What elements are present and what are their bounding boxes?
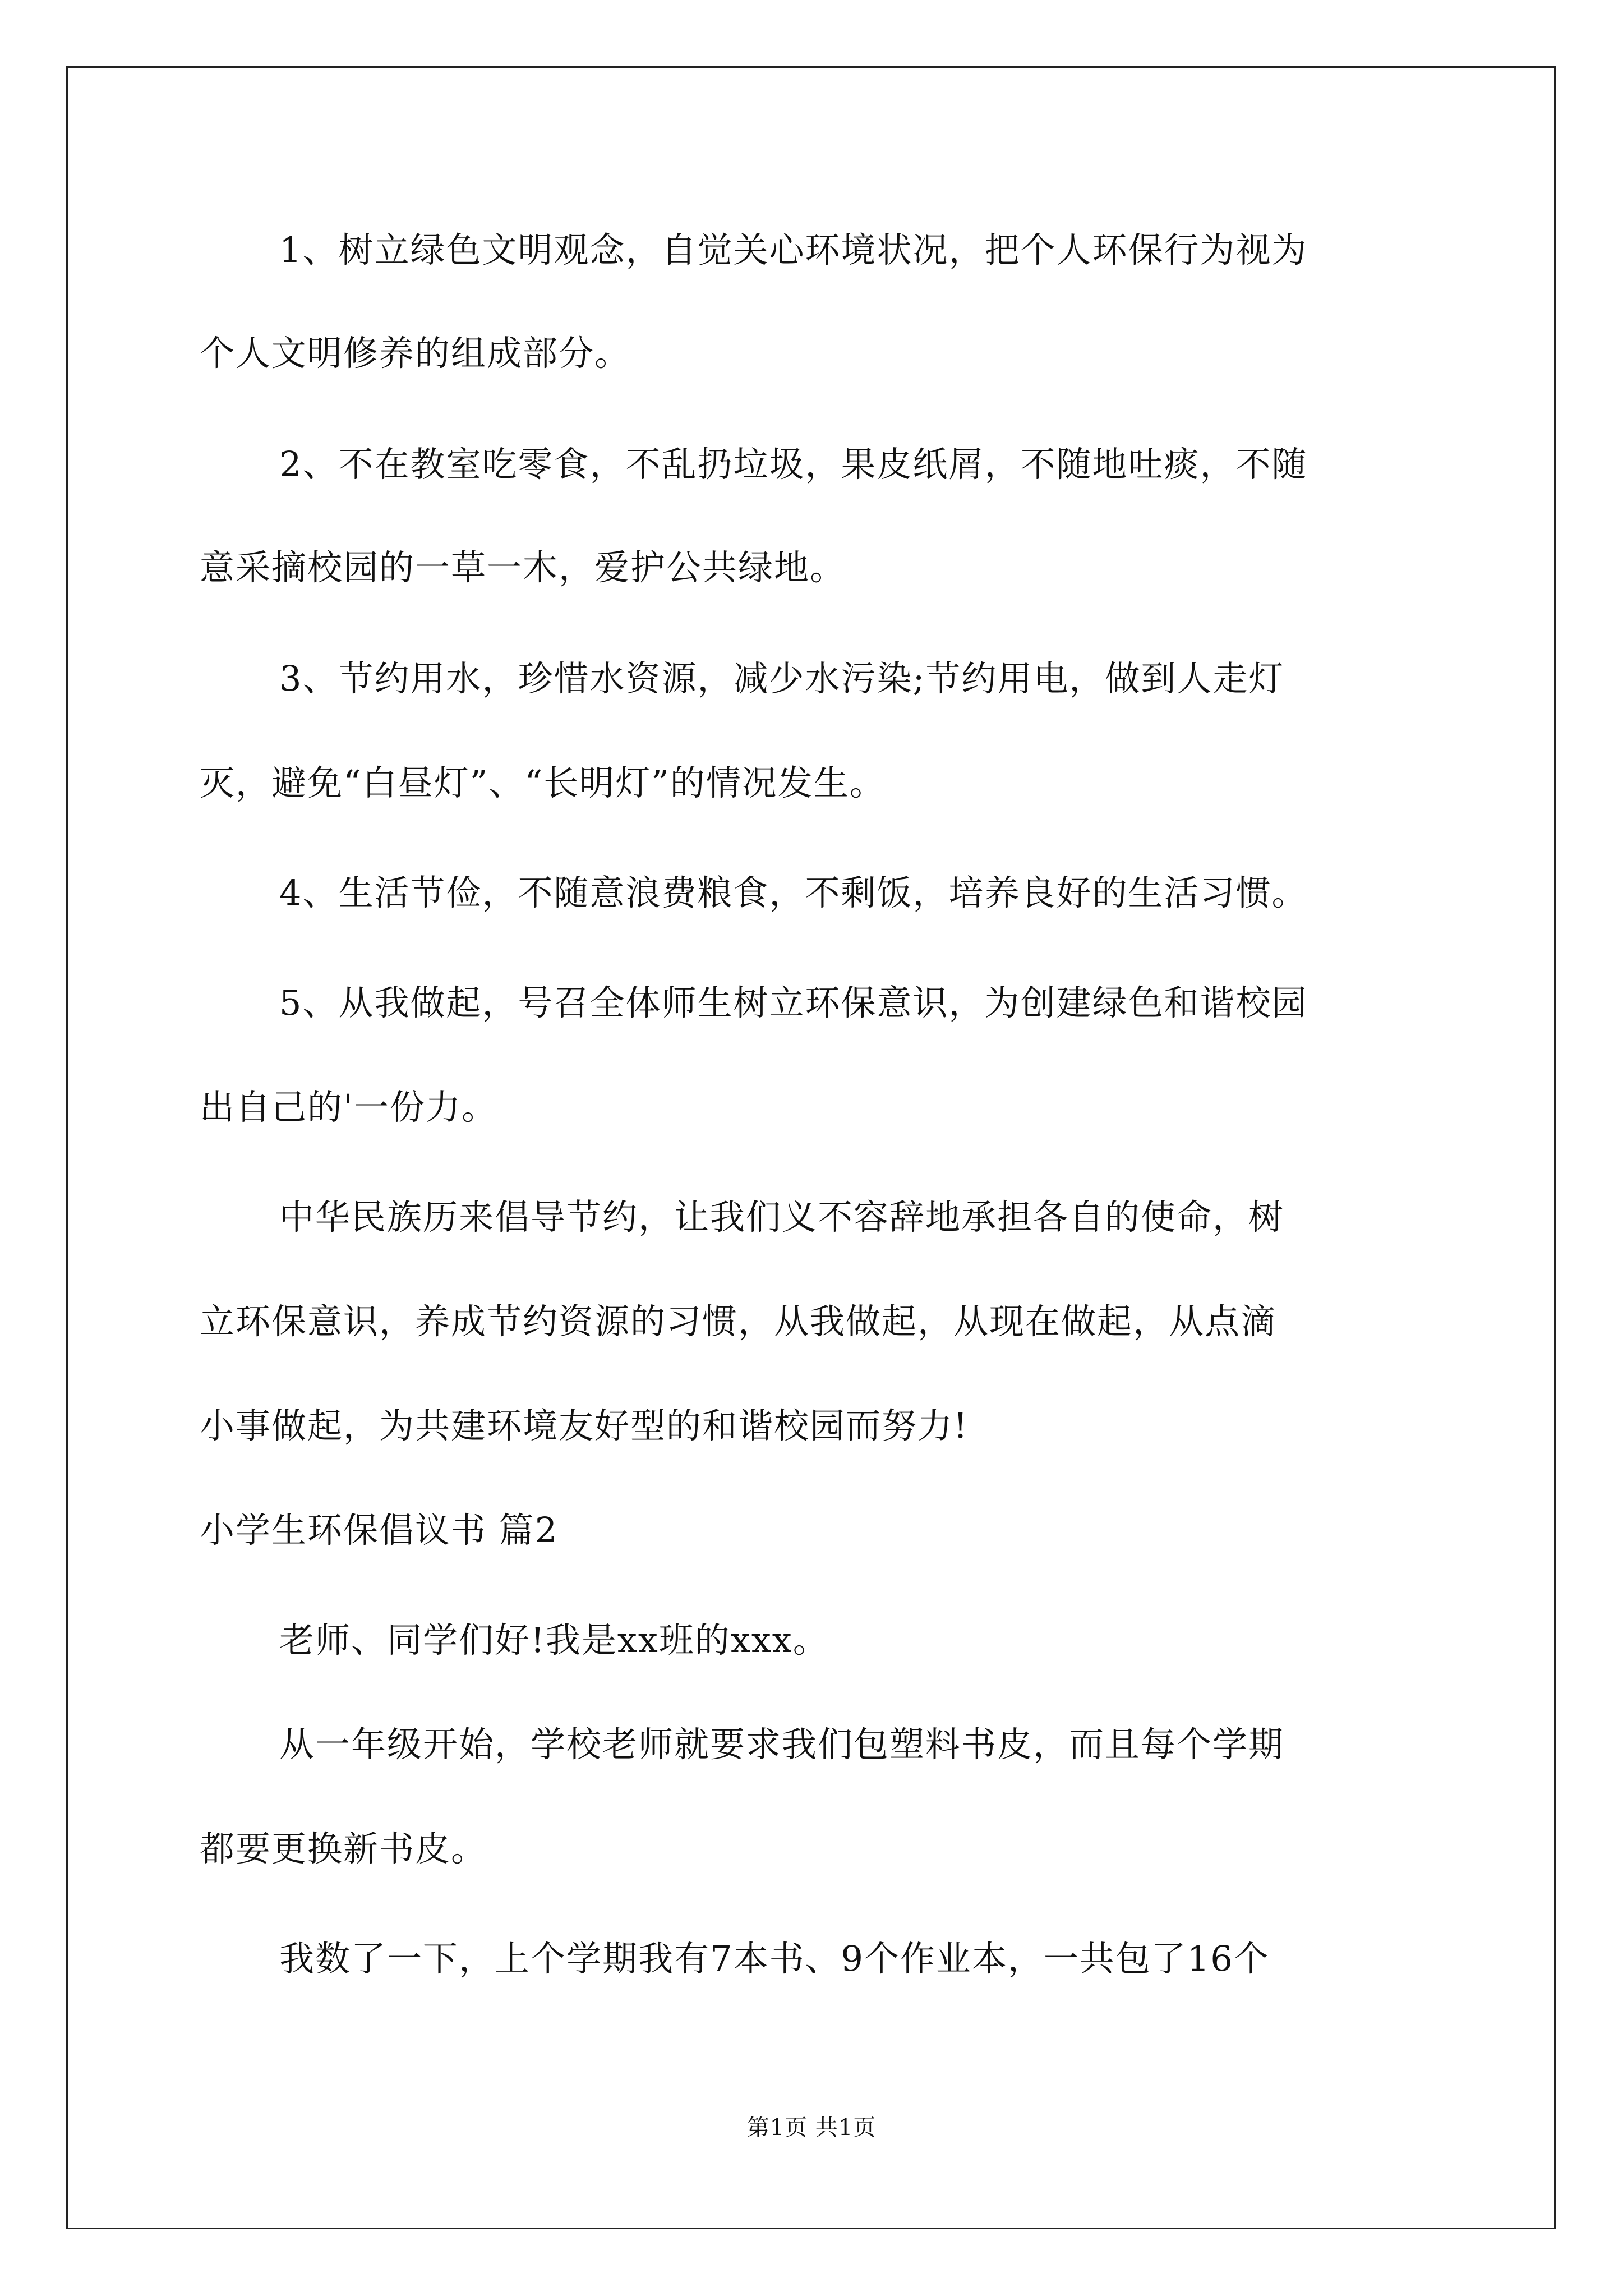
- closing-paragraph-line-3: 小事做起，为共建环境友好型的和谐校园而努力!: [200, 1405, 969, 1446]
- page-border: [66, 66, 1556, 2229]
- section-heading: 小学生环保倡议书 篇2: [200, 1510, 559, 1550]
- item-2-line-1: 2、不在教室吃零食，不乱扔垃圾，果皮纸屑，不随地吐痰，不随: [279, 444, 1308, 485]
- item-1-line-1: 1、树立绿色文明观念，自觉关心环境状况，把个人环保行为视为: [279, 229, 1308, 270]
- item-1-line-2: 个人文明修养的组成部分。: [200, 333, 631, 374]
- item-5-line-1: 5、从我做起，号召全体师生树立环保意识，为创建绿色和谐校园: [279, 982, 1308, 1023]
- item-3-line-1: 3、节约用水，珍惜水资源，减少水污染;节约用电，做到人走灯: [279, 658, 1285, 699]
- paragraph-line-3: 我数了一下，上个学期我有7本书、9个作业本，一共包了16个: [279, 1938, 1270, 1979]
- paragraph-line-2: 都要更换新书皮。: [200, 1828, 487, 1869]
- page-footer: 第1页 共1页: [746, 2115, 877, 2141]
- item-3-line-2: 灭，避免“白昼灯”、“长明灯”的情况发生。: [200, 762, 886, 803]
- closing-paragraph-line-1: 中华民族历来倡导节约，让我们义不容辞地承担各自的使命，树: [279, 1197, 1285, 1237]
- item-4-line-1: 4、生活节俭，不随意浪费粮食，不剩饭，培养良好的生活习惯。: [279, 872, 1308, 913]
- item-5-line-2: 出自己的'一份力。: [200, 1087, 498, 1128]
- item-2-line-2: 意采摘校园的一草一木，爱护公共绿地。: [200, 547, 846, 588]
- paragraph-line-1: 从一年级开始，学校老师就要求我们包塑料书皮，而且每个学期: [279, 1724, 1285, 1765]
- greeting-line: 老师、同学们好!我是xx班的xxx。: [279, 1619, 829, 1660]
- closing-paragraph-line-2: 立环保意识，养成节约资源的习惯，从我做起，从现在做起，从点滴: [200, 1301, 1277, 1342]
